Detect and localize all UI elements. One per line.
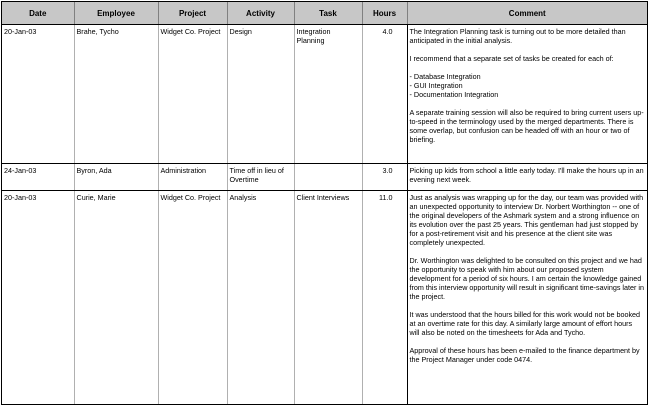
table-row <box>2 164 647 191</box>
task-cell <box>294 164 362 191</box>
comment-paragraph: Approval of these hours has been e-mailed to the finance department by the Project Manager under code 0474. <box>409 346 640 364</box>
timesheet-report <box>1 1 648 405</box>
comment-paragraph: A separate training session will also be required to bring current users up-to-speed in the terminology used by the merged departments. There is some overlap, but confusion can be headed off with an hour or two of briefing. <box>409 108 644 144</box>
date-cell: 20-Jan-03 <box>2 191 74 406</box>
hours-cell: 11.0 <box>362 191 407 406</box>
column-header-employee: Employee <box>74 2 158 25</box>
employee-cell: Curie, Marie <box>74 191 158 406</box>
column-header-project: Project <box>158 2 227 25</box>
comment-paragraph: Just as analysis was wrapping up for the day, our team was provided with an unexpected opportunity to interview Dr. Norbert Worthington -- one of the original developers of the Ashmark system and a strong influence on its evolution over the past 25 years. This gentleman had just stopped by for a post-retirement visit and his presence at the client site was completely unexpected. <box>409 193 644 247</box>
comment-paragraph: I recommend that a separate set of tasks be created for each of: <box>409 54 614 63</box>
date-cell: 24-Jan-03 <box>2 164 74 191</box>
comment-cell <box>407 164 647 191</box>
activity-cell: Time off in lieu of Overtime <box>227 164 294 191</box>
column-header-activity: Activity <box>227 2 294 25</box>
employee-cell: Brahe, Tycho <box>74 25 158 164</box>
project-cell: Administration <box>158 164 227 191</box>
comment-cell <box>407 25 647 164</box>
timesheet-table <box>2 2 647 405</box>
hours-cell: 3.0 <box>362 164 407 191</box>
column-header-task: Task <box>294 2 362 25</box>
column-header-date: Date <box>2 2 74 25</box>
column-header-hours: Hours <box>362 2 407 25</box>
comment-list: - Database Integration - GUI Integration - Documentation Integration <box>409 72 499 99</box>
comment-paragraph: Dr. Worthington was delighted to be consulted on this project and we had the opportunity to speak with him about our proposed system development for a period of six hours. I am certain the knowledge gained from this interview opportunity will result in significant time-savings later in the project. <box>409 256 644 301</box>
employee-cell: Byron, Ada <box>74 164 158 191</box>
table-row <box>2 25 647 164</box>
table-header-row <box>2 2 647 25</box>
task-cell: Client Interviews <box>294 191 362 406</box>
comment-cell <box>407 191 647 406</box>
table-row <box>2 191 647 406</box>
column-header-comment: Comment <box>407 2 647 25</box>
comment-paragraph: It was understood that the hours billed for this work would not be booked at an overtime rate for this day. A similarly large amount of effort hours will also be noted on the timesheets for Ada and Tycho. <box>409 310 641 337</box>
date-cell: 20-Jan-03 <box>2 25 74 164</box>
activity-cell: Analysis <box>227 191 294 406</box>
activity-cell: Design <box>227 25 294 164</box>
comment-paragraph: The Integration Planning task is turning out to be more detailed than anticipated in the initial analysis. <box>409 27 626 45</box>
project-cell: Widget Co. Project <box>158 25 227 164</box>
task-cell: Integration Planning <box>294 25 362 164</box>
hours-cell: 4.0 <box>362 25 407 164</box>
comment-paragraph: Picking up kids from school a little early today. I'll make the hours up in an evening next week. <box>409 166 644 184</box>
project-cell: Widget Co. Project <box>158 191 227 406</box>
